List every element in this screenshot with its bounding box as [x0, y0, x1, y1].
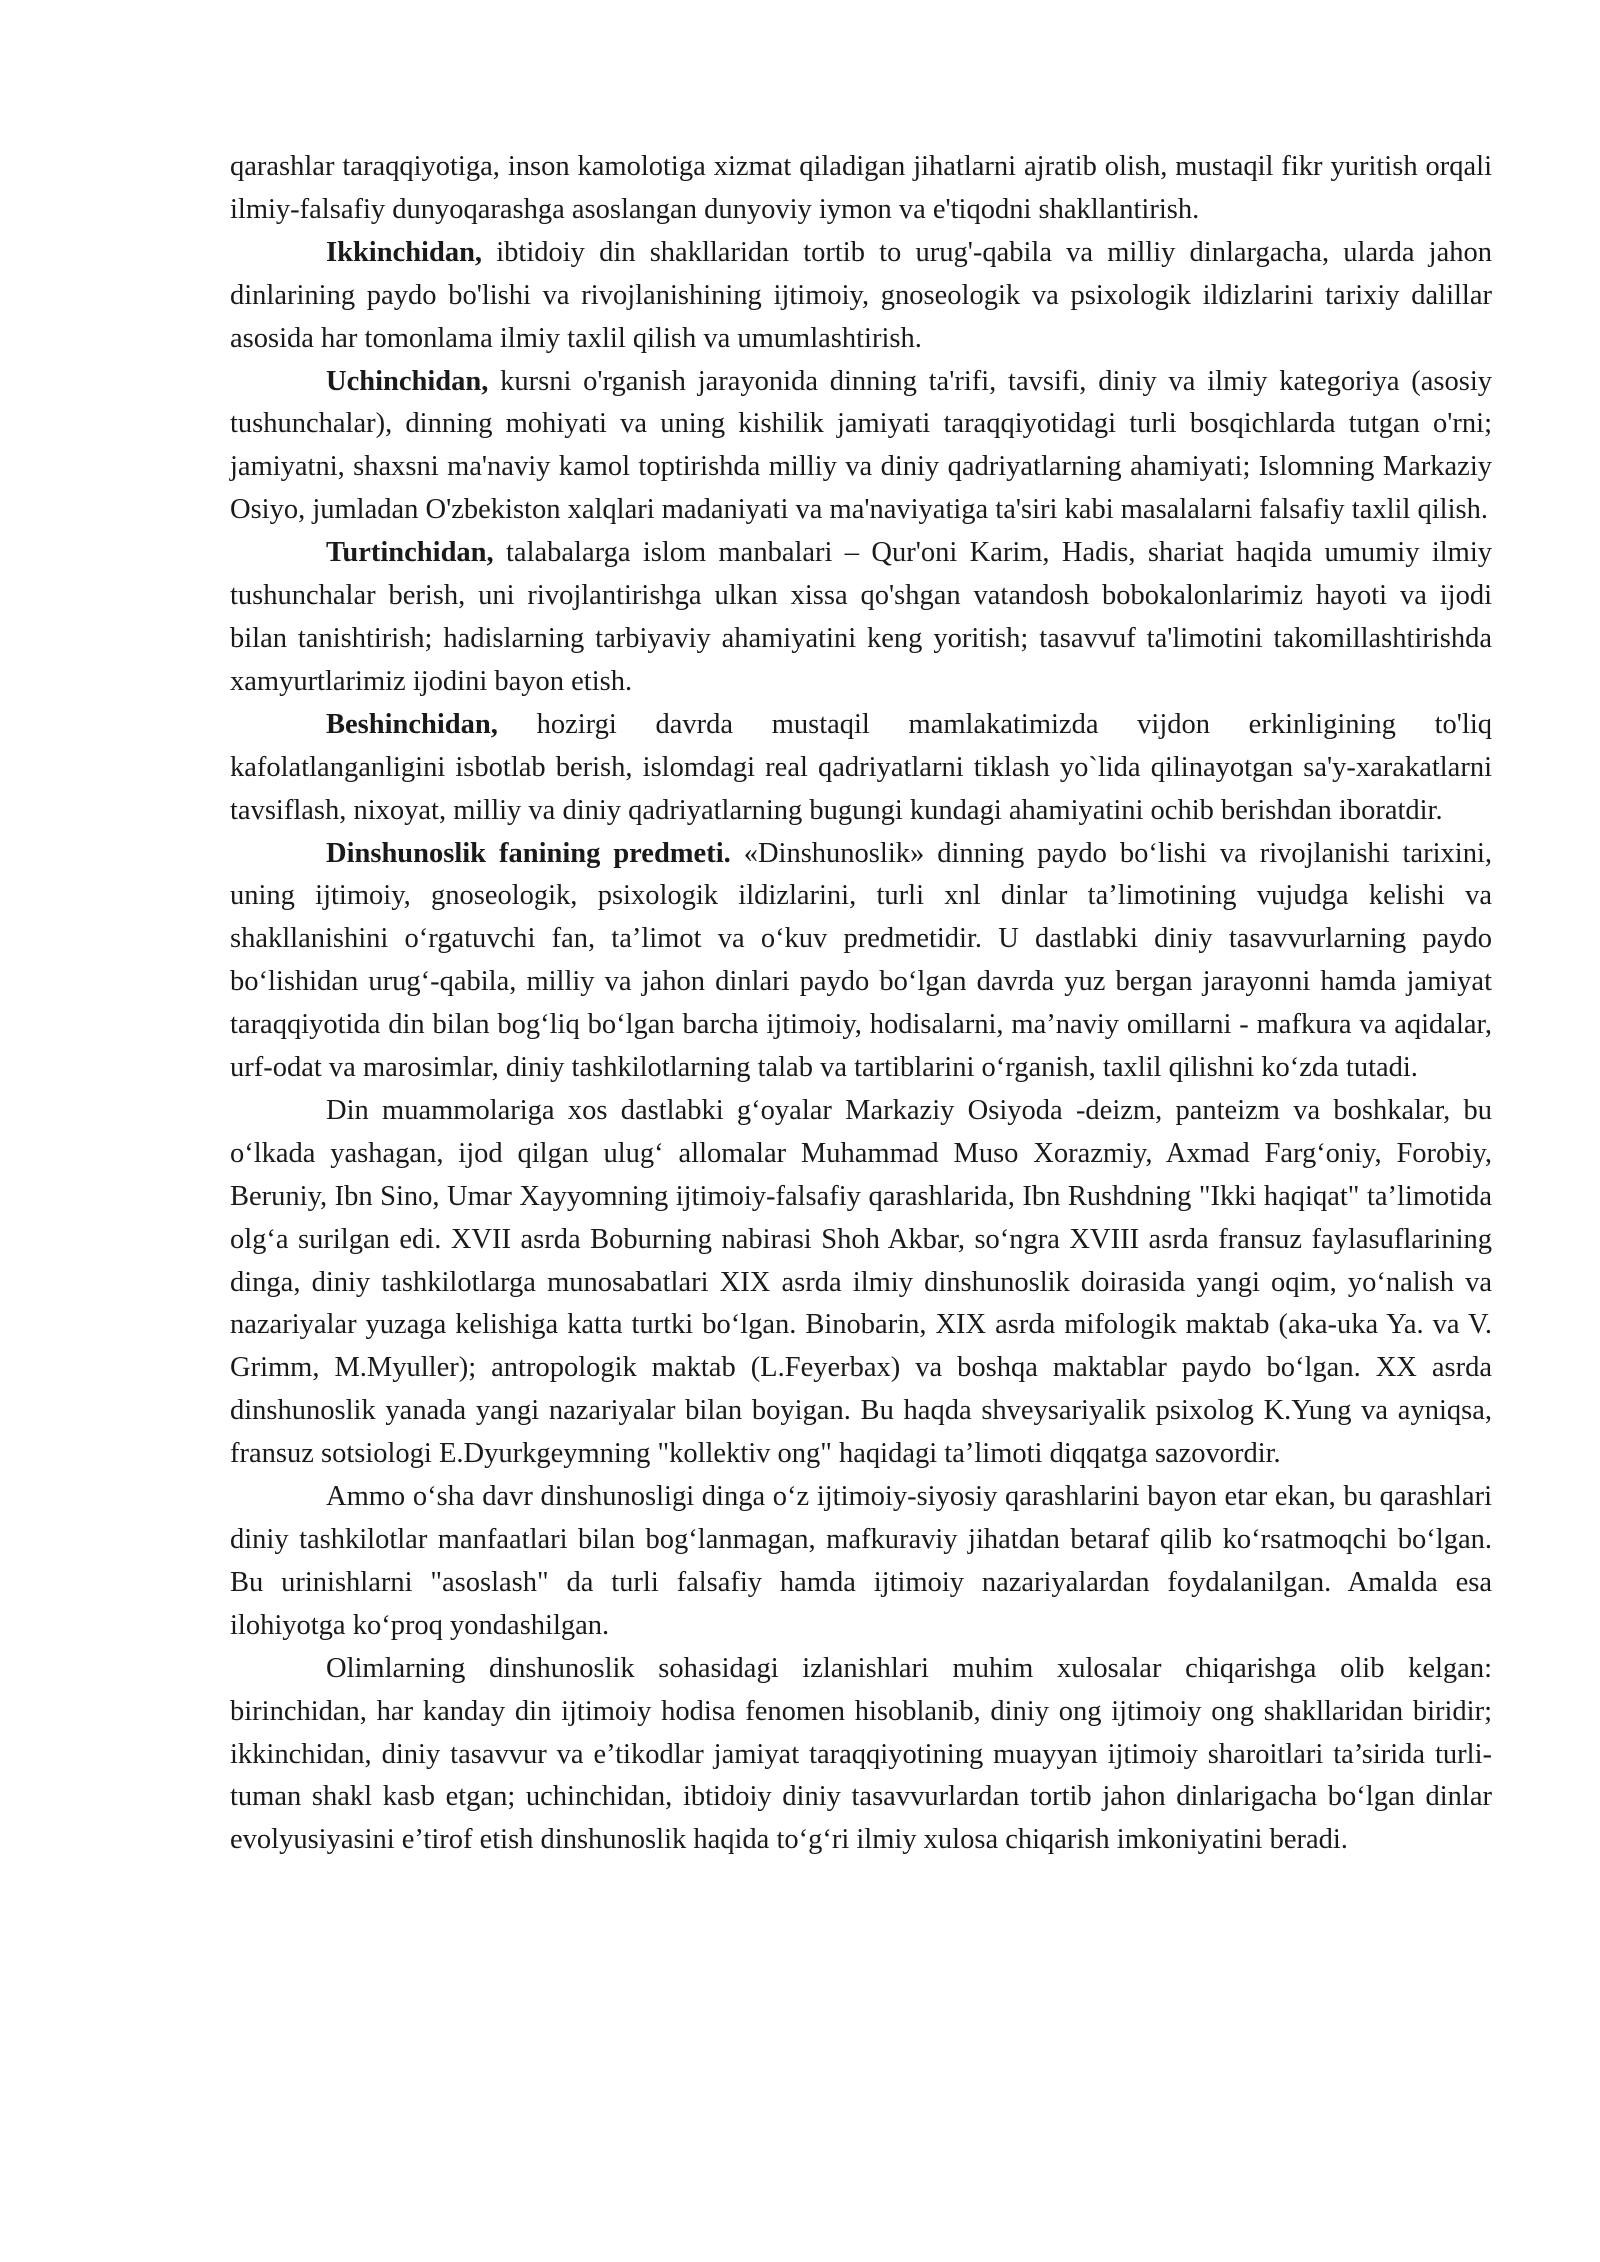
paragraph-text: Din muammolariga xos dastlabki g‘oyalar Markaziy Osiyoda -deizm, panteizm va boshkalar, bu o‘lkada yashagan, ijod qilgan ulug‘ allomalar Muhammad Muso Xorazmiy, Axmad Farg‘oniy, Forobiy, Beruniy, Ibn Sino, Umar Xayyomning ijtimoiy-falsafiy qarashlarida, Ibn Rushdning "Ikki haqiqat" ta’limotida olg‘a surilgan edi. XVII asrda Boburning nabirasi Shoh Akbar, so‘ngra XVIII asrda fransuz faylasuflarining dinga, diniy tashkilotlarga munosabatlari XIX asrda ilmiy dinshunoslik doirasida yangi oqim, yo‘nalish va nazariyalar yuzaga kelishiga katta turtki bo‘lgan. Binobarin, XIX asrda mifologik maktab (aka-uka Ya. va V. Grimm, M.Myuller); antropologik maktab (L.Feyerbax) va boshqa maktablar paydo bo‘lgan. XX asrda dinshunoslik yanada yangi nazariyalar bilan boyigan. Bu haqda shveysariyalik psixolog K.Yung va ayniqsa, fransuz sotsiologi E.Dyurkgeymning "kollektiv ong" haqidagi ta’limoti diqqatga sazovordir. — [230, 1094, 1492, 1470]
paragraph-din-muammolari — [230, 1090, 1492, 1476]
document-page — [230, 146, 1492, 1862]
paragraph-text: qarashlar taraqqiyotiga, inson kamolotiga xizmat qiladigan jihatlarni ajratib olish, mustaqil fikr yuritish orqali ilmiy-falsafiy dunyoqarashga asoslangan dunyoviy iymon va e'tiqodni shakllantirish. — [230, 151, 1492, 225]
paragraph-text: Ammo o‘sha davr dinshunosligi dinga o‘z ijtimoiy-siyosiy qarashlarini bayon etar ekan, bu qarashlari diniy tashkilotlar manfaatlari bilan bog‘lanmagan, mafkuraviy jihatdan betaraf qilib ko‘rsatmoqchi bo‘lgan. Bu urinishlarni "asoslash" da turli falsafiy hamda ijtimoiy nazariyalardan foydalanilgan. Amalda esa ilohiyotga ko‘proq yondashilgan. — [230, 1481, 1492, 1641]
paragraph-turtinchidan — [230, 532, 1492, 704]
paragraph-text: talabalarga islom manbalari – Qur'oni Karim, Hadis, shariat haqida umumiy ilmiy tushunchalar berish, uni rivojlantirishga ulkan xissa qo'shgan vatandosh bobokalonlarimiz hayoti va ijodi bilan tanishtirish; hadislarning tarbiyaviy ahamiyatini keng yoritish; tasavvuf ta'limotini takomillashtirishda xamyurtlarimiz ijodini bayon etish. — [230, 537, 1492, 697]
paragraph-lead: Dinshunoslik fanining predmeti. — [326, 837, 731, 869]
paragraph-lead: Ikkinchidan, — [326, 236, 483, 268]
paragraph-text: kursni o'rganish jarayonida dinning ta'rifi, tavsifi, diniy va ilmiy kategoriya (asosiy tushunchalar), dinning mohiyati va uning kishilik jamiyati taraqqiyotidagi turli bosqichlarda tutgan o'rni; jamiyatni, shaxsni ma'naviy kamol toptirishda milliy va diniy qadriyatlarning ahamiyati; Islomning Markaziy Osiyo, jumladan O'zbekiston xalqlari madaniyati va ma'naviyatiga ta'siri kabi masalalarni falsafiy taxlil qilish. — [230, 365, 1492, 526]
paragraph-olimlarning — [230, 1648, 1492, 1863]
paragraph-text: Olimlarning dinshunoslik sohasidagi izlanishlari muhim xulosalar chiqarishga olib kelgan: birinchidan, har kanday din ijtimoiy hodisa fenomen hisoblanib, diniy ong ijtimoiy ong shakllaridan biridir; ikkinchidan, diniy tasavvur va e’tikodlar jamiyat taraqqiyotining muayyan ijtimoiy sharoitlari ta’sirida turli-tuman shakl kasb etgan; uchinchidan, ibtidoiy diniy tasavvurlardan tortib jahon dinlarigacha bo‘lgan dinlar evolyusiyasini e’tirof etish dinshunoslik haqida to‘g‘ri ilmiy xulosa chiqarish imkoniyatini beradi. — [230, 1652, 1492, 1856]
paragraph-ammo — [230, 1476, 1492, 1648]
paragraph-intro-continuation — [230, 146, 1492, 232]
paragraph-text: ibtidoiy din shakllaridan tortib to urug'-qabila va milliy dinlargacha, ularda jahon dinlarining paydo bo'lishi va rivojlanishining ijtimoiy, gnoseologik va psixologik ildizlarini tarixiy dalillar asosida har tomonlama ilmiy taxlil qilish va umumlashtirish. — [230, 236, 1492, 354]
paragraph-beshinchidan — [230, 704, 1492, 833]
paragraph-ikkinchidan — [230, 232, 1492, 361]
paragraph-fan-predmeti — [230, 833, 1492, 1090]
paragraph-text: «Dinshunoslik» dinning paydo bo‘lishi va rivojlanishi tarixini, uning ijtimoiy, gnoseologik, psixologik ildizlarini, turli xnl dinlar ta’limotining vujudga kelishi va shakllanishini o‘rgatuvchi fan, ta’limot va o‘kuv predmetidir. U dastlabki diniy tasavvurlarning paydo bo‘lishidan urug‘-qabila, milliy va jahon dinlari paydo bo‘lgan davrda yuz bergan jarayonni hamda jamiyat taraqqiyotida din bilan bog‘liq bo‘lgan barcha ijtimoiy, hodisalarni, ma’naviy omillarni - mafkura va aqidalar, urf-odat va marosimlar, diniy tashkilotlarning talab va tartiblarini o‘rganish, taxlil qilishni ko‘zda tutadi. — [230, 837, 1492, 1084]
paragraph-lead: Turtinchidan, — [326, 537, 494, 569]
paragraph-lead: Beshinchidan, — [326, 708, 498, 740]
paragraph-text: hozirgi davrda mustaqil mamlakatimizda vijdon erkinligining to'liq kafolatlanganligini isbotlab berish, islomdagi real qadriyatlarni tiklash yo`lida qilinayotgan sa'y-xarakatlarni tavsiflash, nixoyat, milliy va diniy qadriyatlarning bugungi kundagi ahamiyatini ochib berishdan iboratdir. — [230, 708, 1492, 826]
paragraph-lead: Uchinchidan, — [326, 365, 489, 397]
paragraph-uchinchidan — [230, 361, 1492, 533]
